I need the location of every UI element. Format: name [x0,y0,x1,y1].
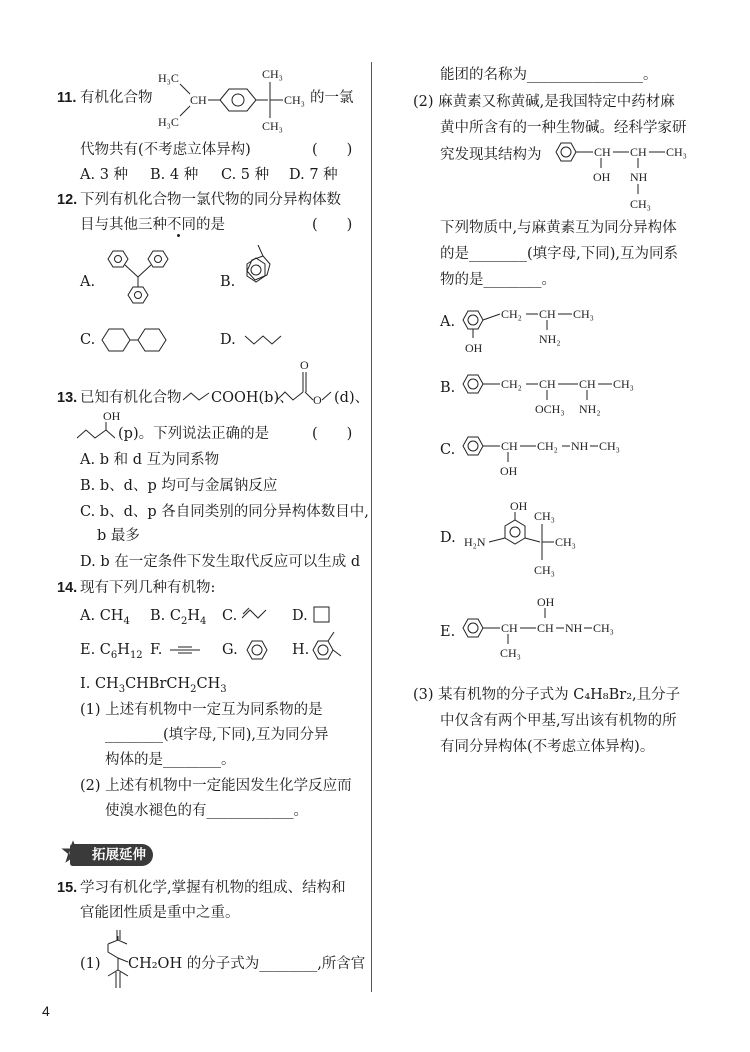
q11-option-d[interactable]: D. 7 种 [289,167,338,183]
q15-sub3-line2: 中仅含有两个甲基,写出该有机物的所 [440,713,677,729]
q15-line1: 学习有机化学,掌握有机物的组成、结构和 [80,880,346,896]
svg-text:CH₃: CH₃ [284,93,305,107]
q13-paren: ( ) [312,426,353,442]
q15-line2: 官能团性质是重中之重。 [80,905,240,921]
q12-structure-d [243,330,293,350]
q15-sub2-line2: 黄中所含有的一种生物碱。经科学家研 [440,120,687,136]
q12-structure-a [100,247,180,317]
q15-sub2-line4: 下列物质中,与麻黄素互为同分异构体 [440,220,677,236]
q12-label-a[interactable]: A. [80,274,96,290]
q15-sub2-line3: 究发现其结构为 [440,147,542,163]
q12-structure-b [240,242,280,302]
q14-item-c-label: C. [222,608,238,624]
q14-sub2-line1: (2) 上述有机物中一定能因发生化学反应而 [80,778,352,794]
svg-text:CH: CH [630,145,647,159]
q15-structure-b [460,370,660,420]
q14-item-f-label: F. [150,642,163,658]
svg-text:OH: OH [465,341,483,355]
q12-label-d[interactable]: D. [220,332,236,348]
svg-text:CH₃: CH₃ [534,509,555,523]
svg-text:O: O [313,393,322,407]
q13-p: (p)。下列说法正确的是 [118,426,270,442]
q13-option-d[interactable]: D. b 在一定条件下发生取代反应可以生成 d [80,554,361,570]
q15-option-b[interactable]: B. [440,380,456,396]
svg-text:CH₃: CH₃ [613,377,634,391]
q11-option-c[interactable]: C. 5 种 [221,167,270,183]
q15-sub2-line1: (2) 麻黄素又称黄碱,是我国特定中药材麻 [413,94,675,110]
q15-structure-a [460,300,620,364]
svg-text:CH₂: CH₂ [537,439,558,453]
svg-text:CH: CH [539,377,556,391]
q13-number: 13. [57,390,78,406]
section-banner [58,842,153,868]
q13-b: COOH(b)、 [211,390,294,406]
page-number: 4 [42,1003,50,1019]
q15-sub3-line1: (3) 某有机物的分子式为 C₄H₈Br₂,且分子 [413,687,681,703]
q13-option-c[interactable]: C. b、d、p 各自同类别的同分异构体数目中, [80,504,369,520]
q14-structure-f [168,644,208,656]
q14-item-a: A. $CH_4$ [80,608,130,627]
q15-structure-e [460,594,640,664]
q14-item-b: B. $C_2H_4$ [150,608,207,627]
svg-text:CH: CH [539,307,556,321]
q14-item-i: I. $CH_3CHBrCH_2CH_3$ [80,676,227,695]
svg-text:NH₂: NH₂ [579,402,601,416]
q12-structure-c [100,325,180,355]
svg-text:CH₃: CH₃ [599,439,620,453]
q15-option-c[interactable]: C. [440,442,456,458]
svg-text:OH: OH [593,170,611,184]
svg-text:OH: OH [103,409,121,423]
section-title: 拓展延伸 [70,844,153,866]
svg-text:CH₃: CH₃ [666,145,687,159]
q15-option-d[interactable]: D. [440,530,456,546]
svg-text:CH: CH [501,621,518,635]
q14-sub1-line3[interactable]: 构体的是________。 [105,752,236,768]
svg-text:CH₃: CH₃ [630,197,651,211]
svg-text:H₃C: H₃C [158,71,179,85]
q14-structure-c [240,606,280,624]
q11-option-a[interactable]: A. 3 种 [80,167,129,183]
q13-option-c-cont: b 最多 [97,528,140,544]
svg-text:CH₃: CH₃ [534,563,555,577]
q15-structure-d [462,496,592,580]
q14-sub1-line1: (1) 上述有机物中一定互为同系物的是 [80,702,323,718]
q15-sub2-line5[interactable]: 的是________(填字母,下同),互为同系 [440,246,679,262]
svg-text:NH: NH [565,621,583,635]
q11-paren: ( ) [312,142,353,158]
q15-sub1-cont[interactable]: 能团的名称为________________。 [440,67,658,83]
svg-text:O: O [300,358,309,372]
svg-text:CH₃: CH₃ [500,646,521,660]
q15-number: 15. [57,880,78,896]
svg-text:CH: CH [501,439,518,453]
svg-text:CH₃: CH₃ [262,119,283,133]
q12-label-b[interactable]: B. [220,274,236,290]
q14-structure-d [313,606,333,626]
svg-text:OH: OH [537,595,555,609]
svg-text:CH₂: CH₂ [501,377,522,391]
q12-paren: ( ) [312,217,353,233]
q13-option-a[interactable]: A. b 和 d 互为同系物 [80,452,220,468]
q14-intro: 现有下列几种有机物: [80,580,216,596]
svg-text:CH: CH [594,145,611,159]
q14-sub2-line2[interactable]: 使溴水褪色的有____________。 [105,803,308,819]
q14-structure-g [244,636,274,666]
q14-sub1-line2[interactable]: ________(填字母,下同),互为同分异 [105,727,329,743]
svg-text:CH₃: CH₃ [573,307,594,321]
q15-sub1-text[interactable]: CH₂OH 的分子式为________,所含官 [128,956,366,972]
svg-text:CH₃: CH₃ [555,535,576,549]
q11-structure [150,60,315,135]
svg-text:OH: OH [500,464,518,478]
q11-number: 11. [57,90,77,106]
q11-option-b[interactable]: B. 4 种 [150,167,199,183]
svg-text:H₃C: H₃C [158,115,179,129]
q11-line2: 代物共有(不考虑立体异构) [80,142,251,158]
q12-line1: 下列有机化合物一氯代物的同分异构体数 [80,192,341,208]
q14-item-g-label: G. [222,642,238,658]
svg-text:NH: NH [571,439,589,453]
q14-structure-h [308,628,348,670]
q15-option-a[interactable]: A. [440,314,456,330]
q15-sub2-line6[interactable]: 物的是________。 [440,272,556,288]
svg-text:CH: CH [537,621,554,635]
ephedrine-structure [553,138,703,214]
svg-text:CH: CH [190,93,207,107]
q11-tail: 的一氯 [310,90,354,106]
svg-text:OCH₃: OCH₃ [535,402,565,416]
q12-label-c[interactable]: C. [80,332,96,348]
q14-item-d-label: D. [292,608,308,624]
svg-text:CH₃: CH₃ [262,67,283,81]
q14-number: 14. [57,580,78,596]
svg-text:H₂N: H₂N [464,535,486,549]
q13-lead: 已知有机化合物 [80,390,182,406]
column-divider [371,62,372,992]
q11-lead: 有机化合物 [80,90,153,106]
q14-item-h-label: H. [292,642,310,658]
q15-structure-c [460,432,640,482]
q14-item-e: E. $C_6H_{12}$ [80,642,143,661]
svg-text:NH₂: NH₂ [539,332,561,346]
q15-option-e[interactable]: E. [440,624,456,640]
q13-structure-b [183,390,213,406]
q12-line2: 目与其他三种不同的是 [80,217,225,233]
q12-number: 12. [57,192,78,208]
q15-sub1-label: (1) [80,956,101,972]
svg-text:CH₂: CH₂ [501,307,522,321]
q15-sub3-line3: 有同分异构体(不考虑立体异构)。 [440,739,655,755]
svg-text:CH₃: CH₃ [593,621,614,635]
svg-text:OH: OH [510,499,528,513]
svg-text:CH: CH [579,377,596,391]
q13-d: (d)、 [334,390,370,406]
emphasis-dot [177,234,180,237]
svg-text:NH: NH [630,170,648,184]
q13-option-b[interactable]: B. b、d、p 均可与金属钠反应 [80,478,278,494]
